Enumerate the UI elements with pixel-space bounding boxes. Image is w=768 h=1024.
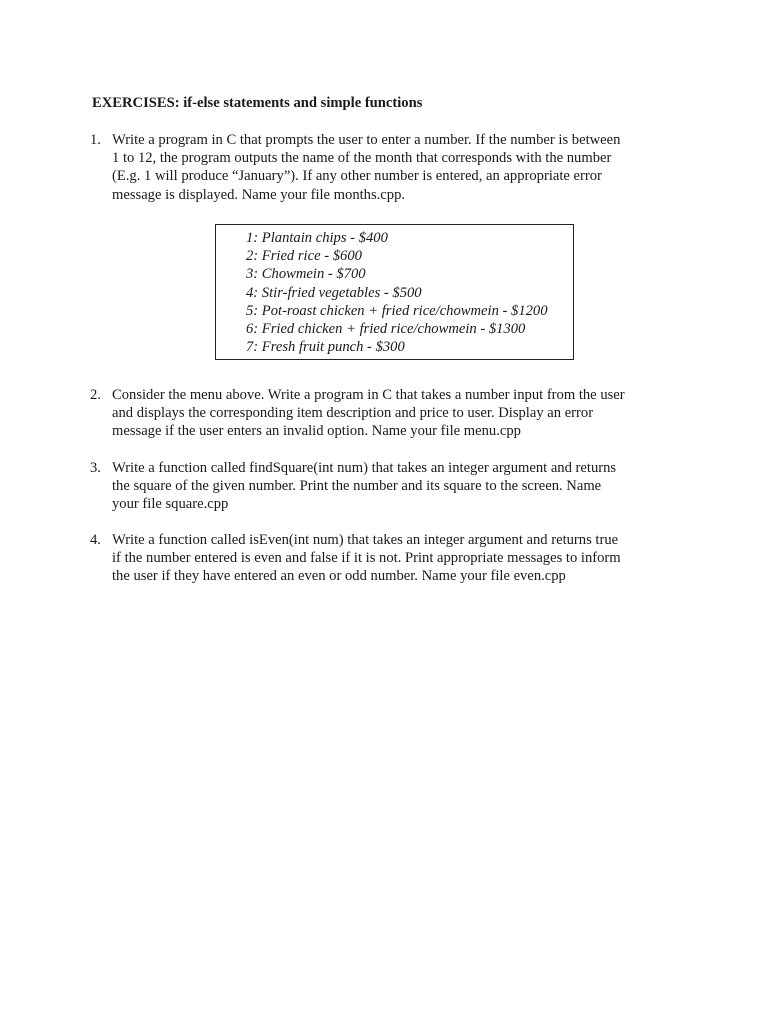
- page-title: EXERCISES: if-else statements and simple functions: [92, 95, 423, 111]
- exercise-text: [112, 459, 690, 514]
- exercise-line: message if the user enters an invalid option. Name your file menu.cpp: [112, 423, 521, 440]
- exercise-3: [90, 459, 690, 514]
- exercise-text: [112, 531, 690, 586]
- exercise-4: [90, 531, 690, 586]
- exercise-line: the user if they have entered an even or odd number. Name your file even.cpp: [112, 568, 566, 585]
- menu-item: 1: Plantain chips - $400: [246, 230, 388, 246]
- menu-item: 6: Fried chicken + fried rice/chowmein - $1300: [246, 320, 526, 337]
- exercise-2: [90, 386, 690, 441]
- exercise-line: Consider the menu above. Write a program in C that takes a number input from the user: [112, 387, 625, 403]
- menu-item: 5: Pot-roast chicken + fried rice/chowmein - $1200: [246, 302, 548, 319]
- exercise-line: if the number entered is even and false if it is not. Print appropriate messages to inform: [112, 550, 621, 567]
- menu-item: 2: Fried rice - $600: [246, 248, 362, 265]
- menu-item: 7: Fresh fruit punch - $300: [246, 339, 405, 356]
- menu-box: [215, 224, 574, 360]
- exercise-number: 2.: [90, 387, 101, 403]
- exercise-line: Write a function called findSquare(int num) that takes an integer argument and returns: [112, 460, 617, 476]
- exercise-number: 1.: [90, 132, 101, 148]
- menu-item: 3: Chowmein - $700: [246, 266, 366, 283]
- exercise-number: 4.: [90, 532, 101, 548]
- exercise-line: Write a program in C that prompts the user to enter a number. If the number is between: [112, 132, 621, 148]
- exercise-line: your file square.cpp: [112, 496, 229, 513]
- exercise-line: 1 to 12, the program outputs the name of the month that corresponds with the number: [112, 150, 612, 167]
- exercise-text: [112, 386, 690, 441]
- exercise-line: and displays the corresponding item description and price to user. Display an error: [112, 405, 594, 422]
- menu-item: 4: Stir-fried vegetables - $500: [246, 284, 422, 301]
- exercise-line: (E.g. 1 will produce “January”). If any other number is entered, an appropriate error: [112, 168, 602, 185]
- exercise-line: message is displayed. Name your file months.cpp.: [112, 186, 406, 203]
- exercise-line: Write a function called isEven(int num) that takes an integer argument and returns true: [112, 532, 619, 548]
- exercise-line: the square of the given number. Print the number and its square to the screen. Name: [112, 478, 602, 495]
- exercise-number: 3.: [90, 460, 101, 476]
- exercise-1: [90, 131, 690, 204]
- exercise-text: [112, 131, 690, 204]
